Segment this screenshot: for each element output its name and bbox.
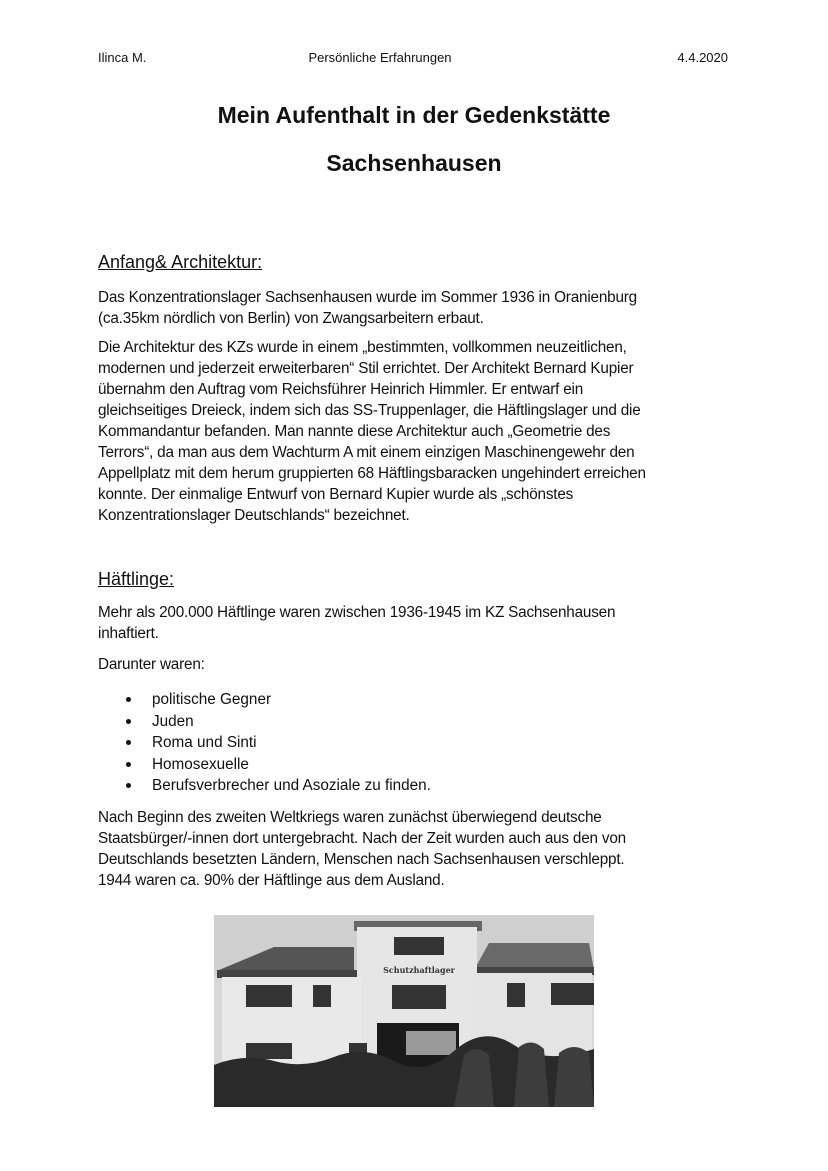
header-date: 4.4.2020 — [677, 50, 728, 65]
list-item: Homosexuelle — [122, 754, 431, 776]
list-item: Juden — [122, 711, 431, 733]
paragraph — [98, 654, 205, 675]
camp-gate-photo — [214, 915, 594, 1107]
paragraph-line: Deutschlands besetzten Ländern, Menschen nach Sachsenhausen verschleppt. — [98, 851, 625, 868]
paragraph-line: Darunter waren: — [98, 656, 205, 673]
paragraph-line: Mehr als 200.000 Häftlinge waren zwischen 1936-1945 im KZ Sachsenhausen — [98, 604, 616, 621]
paragraph-line: (ca.35km nördlich von Berlin) von Zwangsarbeitern erbaut. — [98, 310, 484, 327]
paragraph-line: Terrors“, da man aus dem Wachturm A mit einem einzigen Maschinengewehr den — [98, 444, 635, 461]
paragraph — [98, 602, 615, 644]
list-item: politische Gegner — [122, 689, 431, 711]
paragraph — [98, 337, 646, 526]
paragraph-line: Die Architektur des KZs wurde in einem „bestimmten, vollkommen neuzeitlichen, — [98, 339, 627, 356]
page-title-line1: Mein Aufenthalt in der Gedenkstätte — [217, 102, 611, 128]
paragraph-line: modernen und jederzeit erweiterbaren“ Stil errichtet. Der Architekt Bernard Kupier — [98, 360, 634, 377]
paragraph — [98, 807, 626, 891]
paragraph-line: Das Konzentrationslager Sachsenhausen wurde im Sommer 1936 in Oranienburg — [98, 289, 637, 306]
header-subject: Persönliche Erfahrungen — [308, 50, 452, 65]
paragraph-line: konnte. Der einmalige Entwurf von Bernard Kupier wurde als „schönstes — [98, 486, 574, 503]
paragraph-line: gleichseitiges Dreieck, indem sich das SS-Truppenlager, die Häftlingslager und die — [98, 402, 641, 419]
section-heading-architecture: Anfang& Architektur: — [98, 252, 263, 272]
bullet-list — [122, 689, 431, 797]
paragraph — [98, 287, 637, 329]
page-title-line2: Sachsenhausen — [326, 150, 502, 176]
paragraph-line: Konzentrationslager Deutschlands“ bezeichnet. — [98, 507, 410, 524]
paragraph-line: Kommandantur befanden. Man nannte diese Architektur auch „Geometrie des — [98, 423, 611, 440]
paragraph-line: Nach Beginn des zweiten Weltkriegs waren zunächst überwiegend deutsche — [98, 809, 602, 826]
paragraph-line: inhaftiert. — [98, 625, 159, 642]
paragraph-line: 1944 waren ca. 90% der Häftlinge aus dem Ausland. — [98, 872, 445, 889]
section-heading-prisoners: Häftlinge: — [98, 569, 175, 589]
paragraph-line: übernahm den Auftrag vom Reichsführer Heinrich Himmler. Er entwarf ein — [98, 381, 584, 398]
header-author: Ilinca M. — [98, 50, 147, 65]
paragraph-line: Staatsbürger/-innen dort untergebracht. Nach der Zeit wurden auch aus den von — [98, 830, 626, 847]
list-item: Roma und Sinti — [122, 732, 431, 754]
paragraph-line: Appellplatz mit dem herum gruppierten 68 Häftlingsbaracken ungehindert erreichen — [98, 465, 646, 482]
list-item: Berufsverbrecher und Asoziale zu finden. — [122, 775, 431, 797]
photo-sign: Schutzhaftlager — [383, 965, 455, 975]
